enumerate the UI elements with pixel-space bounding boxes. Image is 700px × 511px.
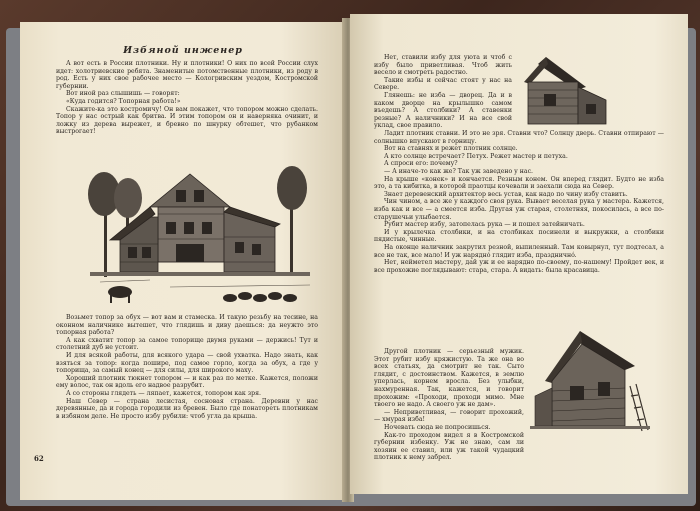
paragraph: Наш Север — страна лесистая, сосновая страна. Деревни у нас деревянные, да и города городили из бревен. Было где понатореть плотникам в избяном деле. Не просто избу рубили: чтоб угла да крыша. xyxy=(56,397,318,420)
paragraph: А как схватит топор за самое топорище двумя руками — держись! Тут и столетний дуб не устоит. xyxy=(56,336,318,352)
left-top-text xyxy=(56,60,318,136)
paragraph: Ладит плотник ставни. И это не зря. Ставни что? Солнцу дверь. Ставни отпирают — солнышко впускают в горницу. xyxy=(374,130,664,145)
paragraph: Как-то проходом видел я в Костромской губернии избенку. Уж не знаю, сам ли хозяин ее ставил, или уж такой чудацкий плотник к нему забрел. xyxy=(374,431,524,462)
paragraph: И у крылечка столбики, и на столбиках посинели и выкружки, а столбики пядистые, чинные. xyxy=(374,228,664,244)
paragraph: Вот иной раз слышишь — говорят: xyxy=(66,90,180,98)
paragraph: На оконце наличник закрутил резной, выпиленный. Там ковырнул, тут подтесал, а все не так, все мало! И уж наряднó глядит изба, праздничнó. xyxy=(374,243,664,259)
left-bottom-text xyxy=(56,314,318,420)
right-column-text-1 xyxy=(374,54,512,130)
left-page xyxy=(20,22,346,500)
paragraph: — А иначе-то как же? Так уж заведено у нас. xyxy=(384,167,534,175)
paragraph: — Неприветливая, — говорит прохожий, — хмурая изба! xyxy=(374,408,524,424)
paragraph: А спроси его: почему? xyxy=(384,160,458,168)
small-house-illustration xyxy=(516,52,612,132)
paragraph: И для всякой работы, для всякого удара — свой ухватка. Надо знать, как взяться за топор: когда пошире, под самое горло, когда за обух, а где у топорища, за самый конец — для силы, для широкого маху. xyxy=(56,351,318,375)
paragraph: Скажите-ка это костромичу! Он вам покажет, что топором можно сделать. Топор у нас острый как бритва. И этим топором он и наверняка очинит, и ложку из дерева вырежет, и бревно по шнурку обтешет, что рубанком выстрогает! xyxy=(56,105,318,136)
paragraph: Нет, ставили избу для уюта и чтоб с избу было приветливая. Чтоб жить весело и смотреть радостно. xyxy=(374,54,512,77)
paragraph: Рубит мастер избу, затопелась рука — и пошел затейничать. xyxy=(384,221,585,229)
paragraph: Вот на ставнях и режет плотник солнце. xyxy=(384,145,518,153)
right-page xyxy=(350,14,688,494)
paragraph: А вот есть в России плотники. Ну и плотники! О них по всей России слух идет: холотриевские ребята. Знаменитые потомственные плотники, из роду в род. Есть у них свое рабочее место — Кологривским уездом, Костромской губернии. xyxy=(56,60,318,90)
page-number: 62 xyxy=(34,454,44,463)
large-house-illustration xyxy=(80,152,320,312)
chapter-title: Избяной инженер xyxy=(123,45,243,56)
paragraph: Знает деревенский архитектор весь устав, как надо по чину избу ставить. xyxy=(384,190,628,198)
paragraph: Такие избы и сейчас стоят у нас на Севере. xyxy=(374,76,512,92)
crooked-house-illustration xyxy=(530,326,650,436)
paragraph: Возьмет топор за обух — вот вам и стамеска. И такую резьбу на тесине, на оконном наличнике вытешет, что глядишь и диву даешься: да неужто это топорная работа? xyxy=(56,314,318,337)
paragraph: Хороший плотник тюкнет топором — и как раз по метке. Кажется, положи ему волос, так он вдоль его надвое разрубит. xyxy=(56,374,318,390)
paragraph: А кто солнце встречает? Петух. Режет мастер и петуха. xyxy=(384,152,568,160)
paragraph: На крыше «конек» и кончается. Резным конем. Он вперед глядит. Будто не изба это, а та кибитка, в которой праотцы кочевали и заехали сюда на Север. xyxy=(374,175,664,191)
paragraph: Глянешь: не изба — дворец. Да и в каком дворце на крылышко самом въедешь? А столбики? А ставенки резные? А наличники? И на все свой уклад, свое правило. xyxy=(374,91,512,130)
paragraph: А со стороны глядеть — ляпает, кажется, топором как зря. xyxy=(66,389,261,397)
paragraph: Чин чином, а все же у каждого своя рука. Вывает веселая рука у мастера. Кажется, изба как и все — а смеется изба. Другая уж старая, столетняя, покосилась, а все по-старушечьи улыбается. xyxy=(374,198,664,221)
paragraph: Ночевать сюда не попросишься. xyxy=(384,423,491,431)
right-column-text-2 xyxy=(374,348,524,462)
paragraph: Другой плотник — серьезный мужик. Этот рубит избу кряжистую. Та же она во всех статьях, да смотрит не так. Сыто глядит, с достоинством. Кажется, в землю уперлась, корнем вросла. Без улыбки, нахмуренная. Так, кажется, и говорит прохожим: «Проходи, проходи мимо. Мне твоего не надо. А своего уж не дам». xyxy=(374,348,524,409)
right-main-text xyxy=(374,130,664,274)
paragraph: «Куда годится? Топорная работа!» xyxy=(66,97,181,105)
paragraph: Нет, нейметел мастеру, дай уж и ее нарядно по-своему, по-нашему! Пройдет век, и все прохожие поглядывают: стара, стара. А видать: была красавица. xyxy=(374,259,664,274)
